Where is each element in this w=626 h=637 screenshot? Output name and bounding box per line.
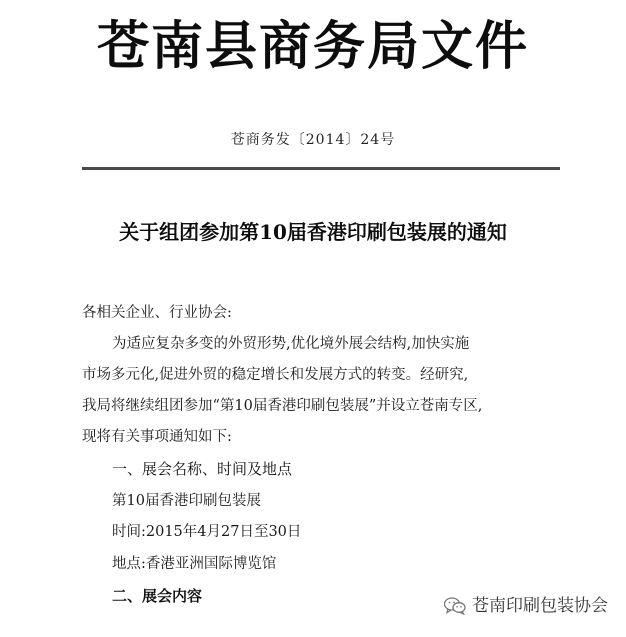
paragraph-line: 我局将继续组团参加“第10届香港印刷包装展”并设立苍南专区, bbox=[82, 398, 483, 414]
exhibition-place: 地点:香港亚洲国际博览馆 bbox=[112, 556, 277, 572]
wechat-icon bbox=[444, 597, 466, 615]
wechat-account-label: 苍南印刷包装协会 bbox=[472, 596, 608, 616]
paragraph-line: 现将有关事项通知如下: bbox=[82, 429, 232, 445]
document-number: 苍商务发〔2014〕24号 bbox=[230, 132, 396, 148]
exhibition-name: 第10届香港印刷包装展 bbox=[112, 493, 261, 509]
exhibition-time: 时间:2015年4月27日至30日 bbox=[112, 524, 302, 540]
notice-title: 关于组团参加第10届香港印刷包装展的通知 bbox=[119, 220, 507, 244]
salutation: 各相关企业、行业协会: bbox=[82, 305, 232, 321]
intro-paragraph bbox=[82, 331, 562, 455]
section-heading-1: 一、展会名称、时间及地点 bbox=[112, 460, 293, 478]
section-heading-2: 二、展会内容 bbox=[112, 587, 203, 605]
wechat-watermark bbox=[444, 593, 608, 619]
header-divider bbox=[82, 167, 560, 170]
paragraph-line: 市场多元化,促进外贸的稳定增长和发展方式的转变。经研究, bbox=[82, 367, 469, 383]
document-header-title: 苍南县商务局文件 bbox=[96, 17, 529, 77]
paragraph-line: 为适应复杂多变的外贸形势,优化境外展会结构,加快实施 bbox=[112, 336, 470, 352]
